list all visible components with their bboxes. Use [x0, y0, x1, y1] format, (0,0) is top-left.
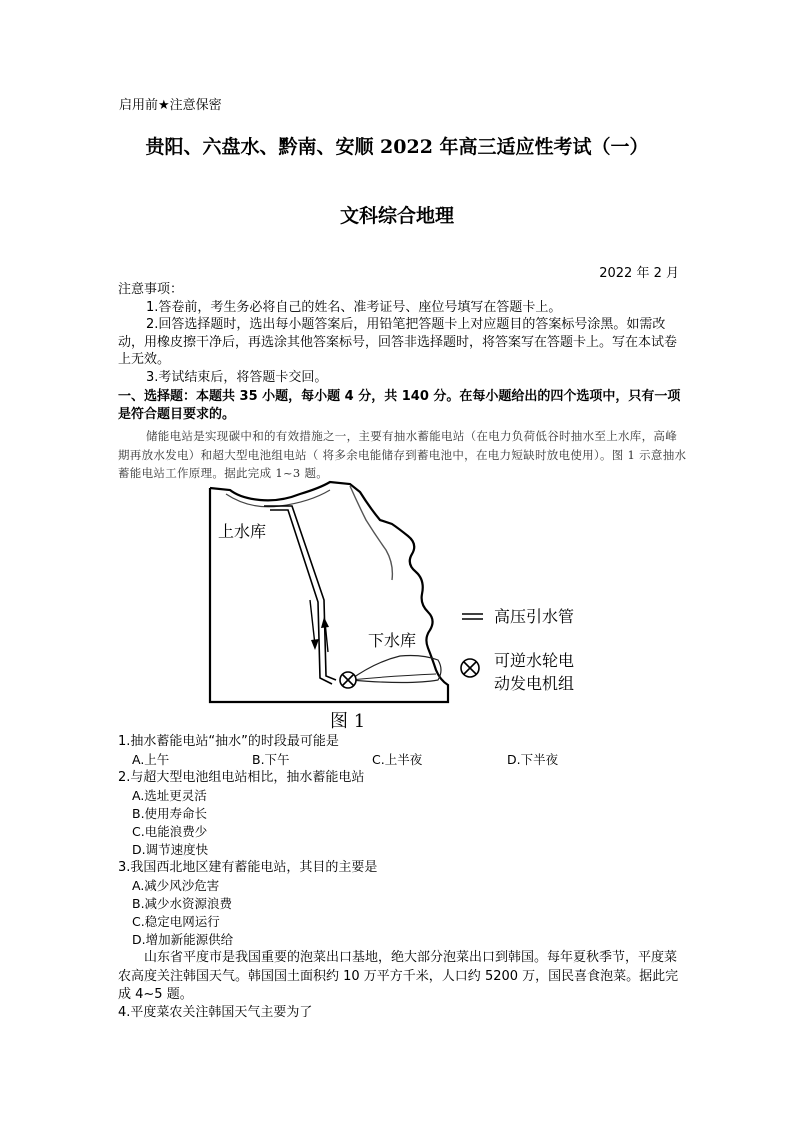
notes-heading: 注意事项： — [118, 282, 184, 297]
question-4-stem: 4.平度菜农关注韩国天气主要为了 — [118, 1005, 313, 1020]
question-3-stem: 3.我国西北地区建有蓄能电站，其目的主要是 — [118, 860, 378, 875]
note-item: 2.回答选择题时，选出每小题答案后，用铅笔把答题卡上对应题目的答案标号涂黑。如需改动，用橡皮擦干净后，再选涂其他答案标号，回答非选择题时，将答案写在答题卡上。写在本试卷上无效。 — [118, 317, 678, 367]
question-1-option-c: C.上半夜 — [372, 752, 423, 767]
question-1-option-a: A.上午 — [132, 752, 170, 767]
pumped-storage-diagram — [200, 480, 600, 710]
upper-reservoir-label: 上水库 — [218, 522, 267, 541]
legend-turbine-label-2: 动发电机组 — [494, 674, 575, 693]
legend-turbine-label-1: 可逆水轮电 — [494, 651, 575, 670]
question-2-option-b: B.使用寿命长 — [132, 806, 208, 821]
confidential-label: 启用前★注意保密 — [119, 98, 222, 113]
question-3-option-a: A.减少风沙危害 — [132, 878, 220, 893]
question-1-stem: 1.抽水蓄能电站“抽水”的时段最可能是 — [118, 734, 339, 749]
notes-block — [118, 281, 684, 386]
question-2-option-c: C.电能浪费少 — [132, 824, 208, 839]
question-1-option-b: B.下午 — [252, 752, 290, 767]
figure-caption: 图 1 — [330, 711, 366, 732]
exam-date: 2022 年 2 月 — [599, 266, 679, 281]
note-item: 3.考试结束后，将答题卡交回。 — [146, 369, 328, 385]
question-3-option-d: D.增加新能源供给 — [132, 932, 234, 947]
question-3-option-c: C.稳定电网运行 — [132, 914, 220, 929]
subject-title: 文科综合地理 — [339, 205, 454, 227]
lower-reservoir-label: 下水库 — [368, 631, 417, 650]
question-1-option-d: D.下半夜 — [507, 752, 559, 767]
question-2-stem: 2.与超大型电池组电站相比，抽水蓄能电站 — [118, 770, 365, 785]
passage-storage-station: 储能电站是实现碳中和的有效措施之一，主要有抽水蓄能电站（在电力负荷低谷时抽水至上水库，高峰期再放水发电）和超大型电池组电站（ 将多余电能储存到蓄电池中，在电力短缺时放电使用）。图 1 示意抽水蓄能电站工作原理。据此完成 1~3 题。 — [118, 429, 687, 480]
penstock-pipe — [264, 506, 336, 680]
question-2-option-a: A.选址更灵活 — [132, 788, 207, 803]
exam-title: 贵阳、六盘水、黔南、安顺 2022 年高三适应性考试（一） — [145, 136, 649, 158]
terrain-outline — [210, 482, 448, 702]
legend-pipe-label: 高压引水管 — [494, 607, 575, 626]
figure-pumped-storage — [200, 480, 600, 714]
passage-kimchi: 山东省平度市是我国重要的泡菜出口基地，绝大部分泡菜出口到韩国。每年夏秋季节，平度菜农高度关注韩国天气。韩国国土面积约 10 万平方千米，人口约 5200 万，国民喜食泡菜。据此完成 4~5 题。 — [118, 950, 679, 1002]
question-3-option-b: B.减少水资源浪费 — [132, 896, 233, 911]
note-item: 1.答卷前，考生务必将自己的姓名、准考证号、座位号填写在答题卡上。 — [146, 299, 562, 315]
question-2-option-d: D.调节速度快 — [132, 842, 209, 857]
section-heading: 一、选择题：本题共 35 小题，每小题 4 分，共 140 分。在每小题给出的四个选项中，只有一项是符合题目要求的。 — [118, 389, 681, 422]
